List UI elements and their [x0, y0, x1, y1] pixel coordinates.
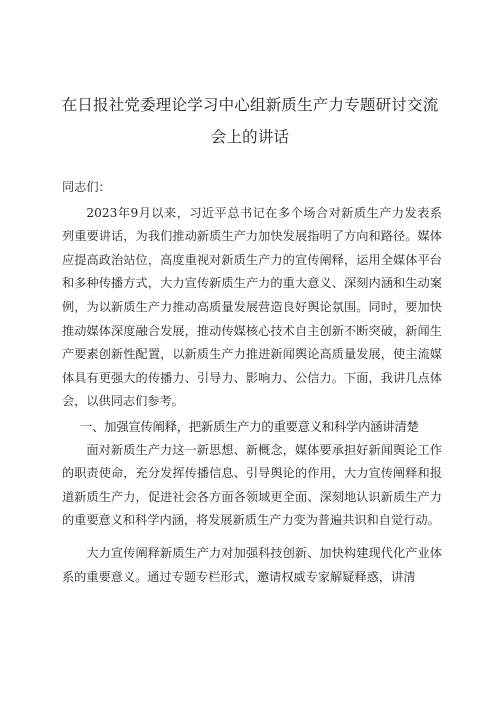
document-title-line-2: 会上的讲话 [210, 128, 290, 146]
section-1-paragraph-1: 面对新质生产力这一新思想、新概念，媒体要承担好新闻舆论工作的职责使命，充分发挥传播信息、引导舆论的作用，大力宣传阐释和报道新质生产力，促进社会各方面各领域更全面、深刻地认识新质生产力的重要意义和科学内涵，将发展新质生产力变为普遍共识和自觉行动。 [62, 442, 442, 528]
intro-paragraph: 2023年9月以来，习近平总书记在多个场合对新质生产力发表系列重要讲话，为我们推动新质生产力加快发展指明了方向和路径。媒体应提高政治站位，高度重视对新质生产力的宣传阐释，运用全媒体平台和多种传播方式，大力宣传新质生产力的重大意义、深刻内涵和生动案例，为以新质生产力推动高质量发展营造良好舆论氛围。同时，要加快推动媒体深度融合发展，推动传媒核心技术自主创新不断突破，新闻生产要素创新性配置，以新质生产力推进新闻舆论高质量发展，使主流媒体具有更强大的传播力、引导力、影响力、公信力。下面，我讲几点体会，以供同志们参考。 [62, 205, 442, 409]
section-1-heading: 一、加强宣传阐释，把新质生产力的重要意义和科学内涵讲清楚 [80, 418, 419, 434]
document-title-line-1: 在日报社党委理论学习中心组新质生产力专题研讨交流 [61, 96, 439, 114]
section-1-paragraph-2: 大力宣传阐释新质生产力对加强科技创新、加快构建现代化产业体系的重要意义。通过专题专栏形式，邀请权威专家解疑释惑，讲清 [62, 545, 442, 584]
document-body [62, 176, 442, 589]
greeting: 同志们： [62, 180, 111, 194]
